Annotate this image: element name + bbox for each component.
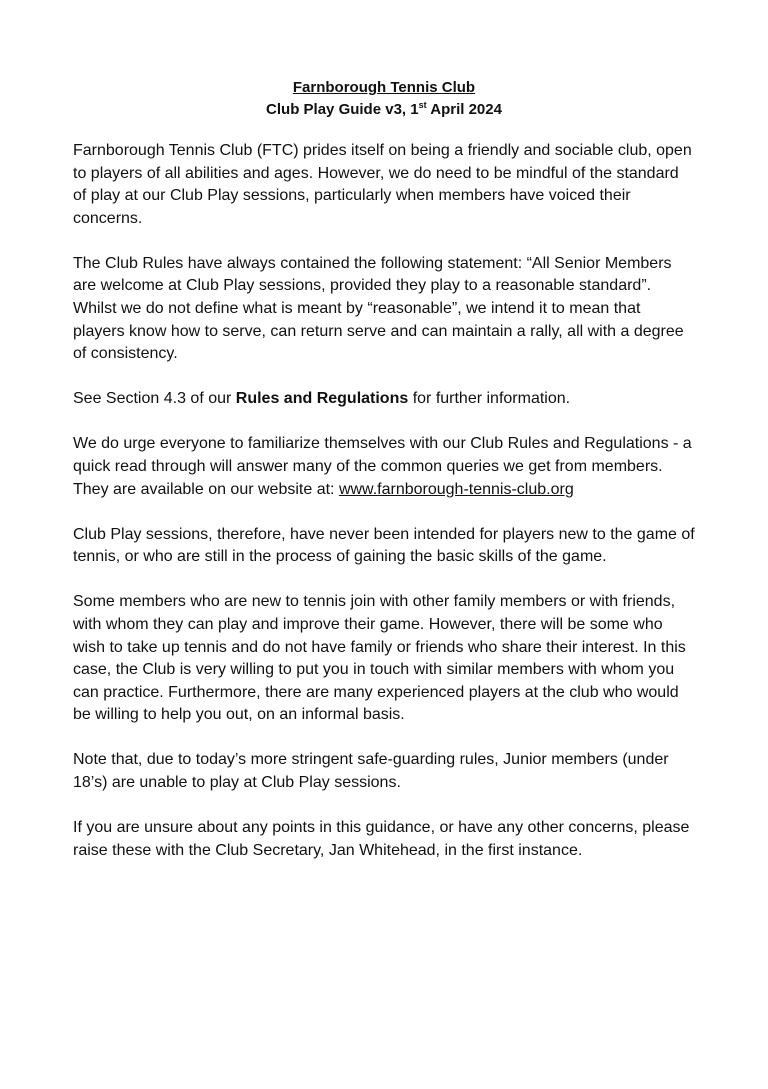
paragraph-intro: Farnborough Tennis Club (FTC) prides itself on being a friendly and sociable club, open to players of all abilities and ages. However, we do need to be mindful of the standard of play at our Club Play sessions, particularly when members have voiced their concerns. (73, 142, 692, 227)
subtitle-date: April 2024 (426, 101, 502, 118)
paragraph-familiarize (73, 433, 695, 501)
paragraph-club-play-intent: Club Play sessions, therefore, have never been intended for players new to the game of tennis, or who are still in the process of gaining the basic skills of the game. (73, 525, 695, 566)
paragraph-section-reference (73, 388, 695, 411)
document-subtitle (0, 99, 768, 121)
paragraph-contact-secretary: If you are unsure about any points in this guidance, or have any other concerns, please raise these with the Club Secretary, Jan Whitehead, in the first instance. (73, 819, 690, 859)
document-header (0, 77, 768, 121)
subtitle-text: Club Play Guide v3, 1 (266, 101, 419, 118)
paragraph-junior-members: Note that, due to today’s more stringent safe-guarding rules, Junior members (under 18’s) are unable to play at Club Play sessions. (73, 751, 669, 792)
rules-and-regulations-bold: Rules and Regulations (235, 390, 409, 408)
subtitle-ordinal: st (418, 100, 427, 110)
document-title: Farnborough Tennis Club (292, 79, 476, 96)
paragraph-club-rules: The Club Rules have always contained the following statement: “All Senior Members are welcome at Club Play sessions, provided they play to a reasonable standard”. Whilst we do not define what is meant by “reasonable”, we intend it to mean that players know how to serve, can return serve and can maintain a rally, all with a degree of consistency. (73, 254, 684, 363)
familiarize-text: We do urge everyone to familiarize themselves with our Club Rules and Regulations - a quick read through will answer many of the common queries we get from members. They are available on our website at: (73, 435, 692, 498)
section-reference-text: See Section 4.3 of our (73, 390, 236, 408)
document-body (73, 140, 695, 885)
section-reference-suffix: for further information. (408, 390, 571, 408)
website-link[interactable]: www.farnborough-tennis-club.org (338, 480, 574, 498)
paragraph-new-members: Some members who are new to tennis join with other family members or with friends, with whom they can play and improve their game. However, there will be some who wish to take up tennis and do not have family or friends who share their interest. In this case, the Club is very willing to put you in touch with similar members with whom you can practice. Furthermore, there are many experienced players at the club who would be willing to help you out, on an informal basis. (73, 593, 686, 724)
